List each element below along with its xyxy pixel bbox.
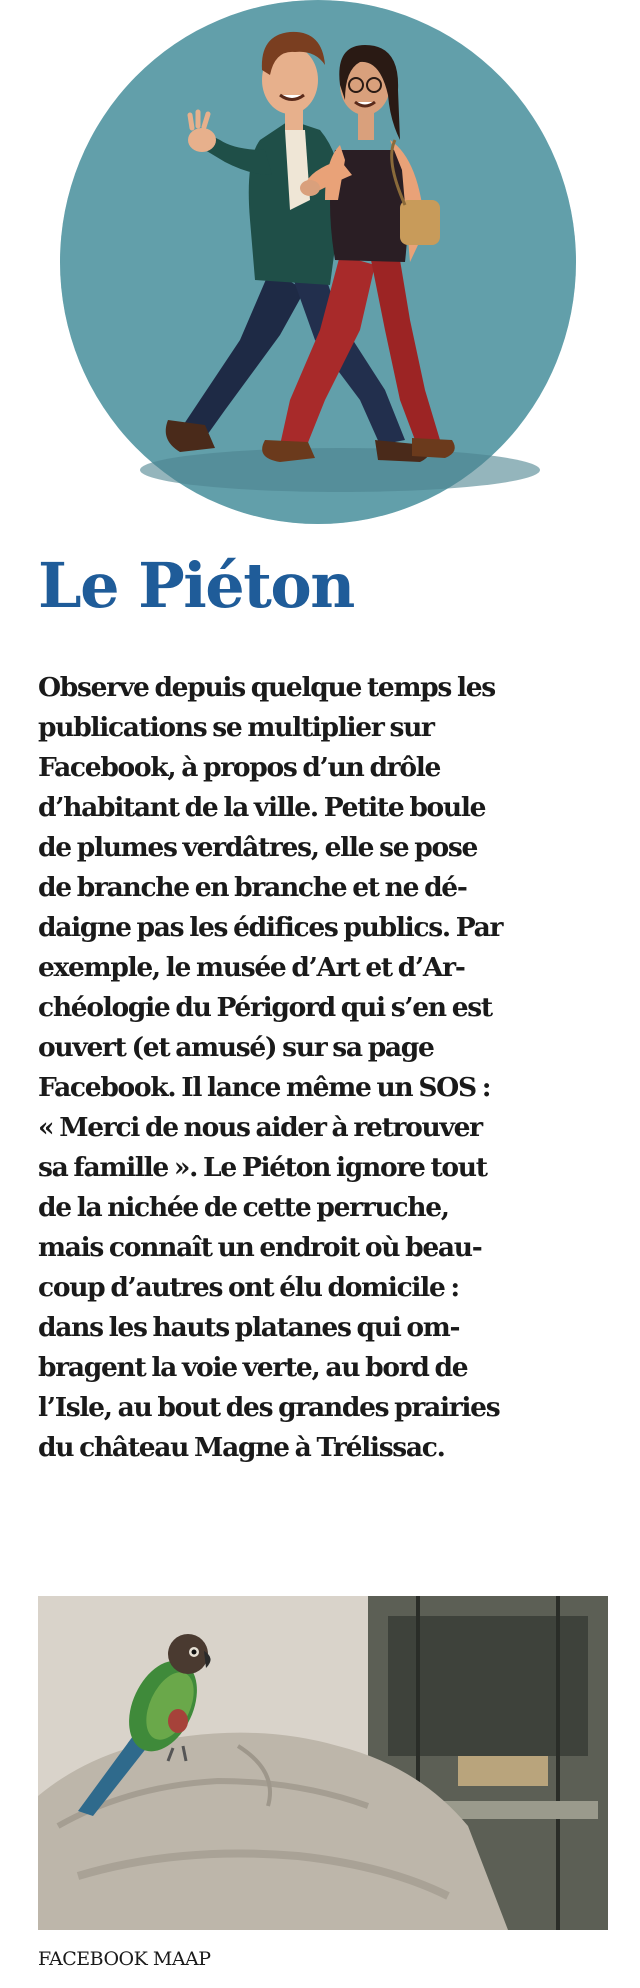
body-line: de la nichée de cette perruche, xyxy=(38,1192,449,1223)
body-line: coup d’autres ont élu domicile : xyxy=(38,1272,459,1303)
body-line: de branche en branche et ne dé- xyxy=(38,872,467,903)
body-line: Observe depuis quelque temps les xyxy=(38,672,495,703)
body-line: du château Magne à Trélissac. xyxy=(38,1432,445,1463)
body-line: dans les hauts platanes qui om- xyxy=(38,1312,460,1343)
body-line: bragent la voie verte, au bord de xyxy=(38,1352,468,1383)
body-line: publications se multiplier sur xyxy=(38,712,434,743)
body-line: sa famille ». Le Piéton ignore tout xyxy=(38,1152,487,1183)
body-line: daigne pas les édifices publics. Par xyxy=(38,912,503,943)
article-body xyxy=(38,668,598,1468)
walking-couple-illustration xyxy=(40,0,600,540)
body-line: ouvert (et amusé) sur sa page xyxy=(38,1032,434,1063)
body-line: mais connaît un endroit où beau- xyxy=(38,1232,482,1263)
body-line: d’habitant de la ville. Petite boule xyxy=(38,792,486,823)
article-title: Le Piéton xyxy=(38,549,354,622)
parakeet-photo xyxy=(38,1596,608,1930)
body-line: exemple, le musée d’Art et d’Ar- xyxy=(38,952,465,983)
body-line: de plumes verdâtres, elle se pose xyxy=(38,832,478,863)
body-line: l’Isle, au bout des grandes prairies xyxy=(38,1392,500,1423)
body-line: Facebook. Il lance même un SOS : xyxy=(38,1072,491,1103)
photo-credit: FACEBOOK MAAP xyxy=(38,1948,211,1970)
body-line: « Merci de nous aider à retrouver xyxy=(38,1112,482,1143)
body-line: Facebook, à propos d’un drôle xyxy=(38,752,441,783)
body-line: chéologie du Périgord qui s’en est xyxy=(38,992,492,1023)
